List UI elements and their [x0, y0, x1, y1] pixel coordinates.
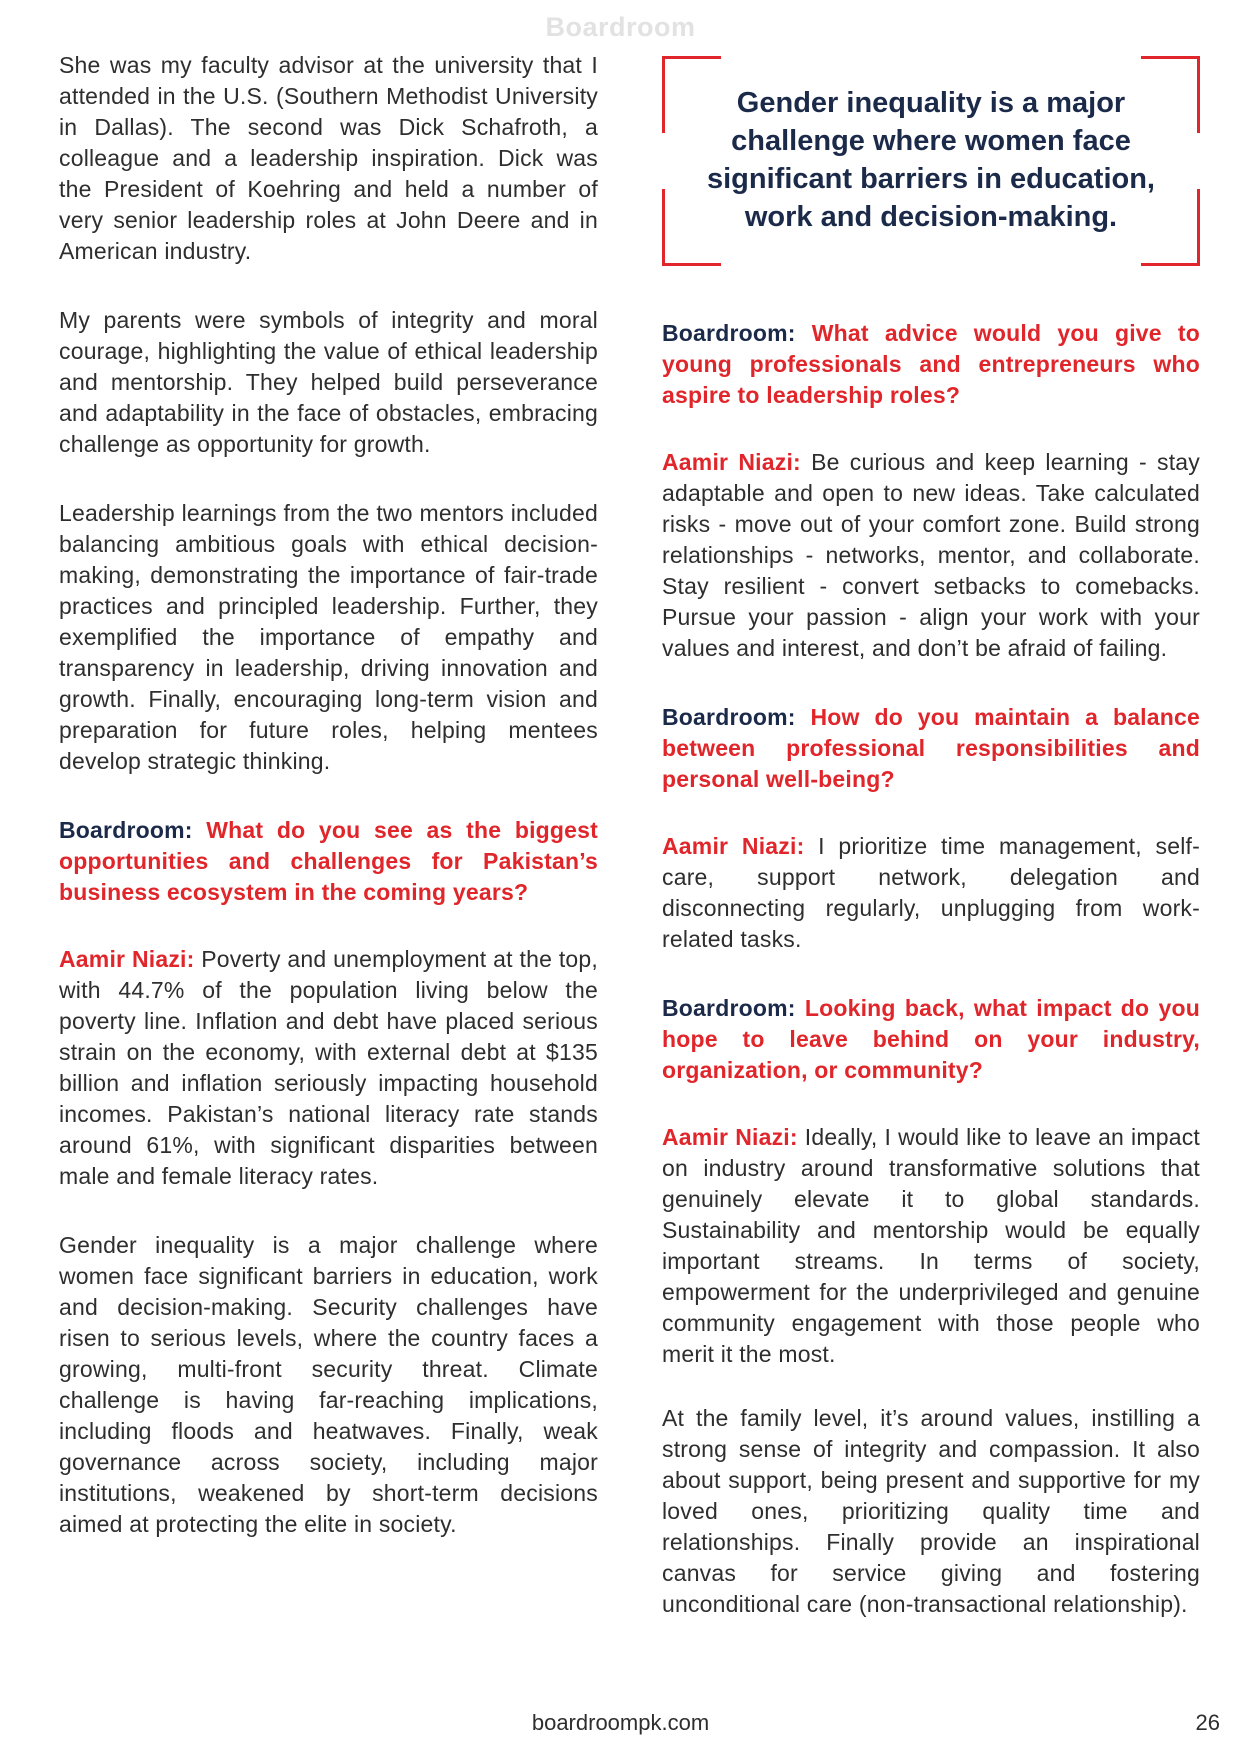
interviewer-label: Boardroom: — [662, 704, 796, 730]
interview-answer — [662, 1122, 1200, 1370]
interviewer-label: Boardroom: — [662, 320, 796, 346]
question-text: What do you see as the biggest opportunities and challenges for Pakistan’s business ecosystem in the coming years? — [59, 817, 598, 905]
pull-quote-text: Gender inequality is a major challenge where women face significant barriers in education, work and decision-making. — [707, 87, 1155, 233]
paragraph: She was my faculty advisor at the university that I attended in the U.S. (Southern Methodist University in Dallas). The second was Dick Schafroth, a colleague and a leadership inspiration. Dick was the President of Koehring and held a number of very senior leadership roles at John Deere and in American industry. — [59, 52, 598, 264]
answer-text: I prioritize time management, self-care, support network, delegation and disconnecting regularly, unplugging from work-related tasks. — [662, 833, 1200, 952]
interview-answer — [662, 447, 1200, 664]
pull-quote — [662, 56, 1200, 266]
interview-question — [662, 318, 1200, 411]
article-columns — [59, 50, 1200, 1658]
question-text: What advice would you give to young professionals and entrepreneurs who aspire to leadership roles? — [662, 320, 1200, 408]
pull-quote-bracket-top-left-icon — [662, 56, 721, 133]
right-column — [662, 50, 1200, 1658]
paragraph: At the family level, it’s around values, instilling a strong sense of integrity and compassion. It also about support, being present and supportive for my loved ones, prioritizing quality time and relationships. Finally provide an inspirational canvas for service giving and fostering unconditional care (non-transactional relationship). — [662, 1405, 1200, 1617]
question-text: How do you maintain a balance between professional responsibilities and personal well-being? — [662, 704, 1200, 792]
pull-quote-bracket-bottom-left-icon — [662, 189, 721, 266]
interviewer-label: Boardroom: — [59, 817, 193, 843]
question-text: Looking back, what impact do you hope to leave behind on your industry, organization, or community? — [662, 995, 1200, 1083]
interview-question — [662, 702, 1200, 795]
answer-text: Ideally, I would like to leave an impact on industry around transformative solutions that genuinely elevate it to global standards. Sustainability and mentorship would be equally important streams. In terms of society, empowerment for the underprivileged and genuine community engagement with those people who merit it the most. — [662, 1124, 1200, 1367]
interviewee-label: Aamir Niazi: — [662, 449, 801, 475]
interviewer-label: Boardroom: — [662, 995, 796, 1021]
footer-website-link[interactable]: boardroompk.com — [531, 1710, 710, 1735]
interviewee-label: Aamir Niazi: — [662, 833, 805, 859]
paragraph: Gender inequality is a major challenge where women face significant barriers in education, work and decision-making. Security challenges have risen to serious levels, where the country faces a growing, multi-front security threat. Climate challenge is having far-reaching implications, including floods and heatwaves. Finally, weak governance across society, including major institutions, weakened by short-term decisions aimed at protecting the elite in society. — [59, 1232, 598, 1537]
left-column — [59, 50, 598, 1658]
interviewee-label: Aamir Niazi: — [662, 1124, 798, 1150]
paragraph: My parents were symbols of integrity and moral courage, highlighting the value of ethical leadership and mentorship. They helped build perseverance and adaptability in the face of obstacles, embracing challenge as opportunity for growth. — [59, 307, 598, 457]
interview-answer — [59, 944, 598, 1192]
interview-question — [59, 815, 598, 908]
pull-quote-bracket-bottom-right-icon — [1141, 189, 1200, 266]
paragraph: Leadership learnings from the two mentors included balancing ambitious goals with ethical decision-making, demonstrating the importance of fair-trade practices and principled leadership. Further, they exemplified the importance of empathy and transparency in leadership, driving innovation and growth. Finally, encouraging long-term vision and preparation for future roles, helping mentees develop strategic thinking. — [59, 500, 598, 774]
interview-answer — [662, 831, 1200, 955]
footer-page-number: 26 — [1195, 1710, 1220, 1735]
answer-text: Poverty and unemployment at the top, with 44.7% of the population living below the poverty line. Inflation and debt have placed serious strain on the economy, with external debt at $135 billion and inflation seriously impacting household incomes. Pakistan’s national literacy rate stands around 61%, with significant disparities between male and female literacy rates. — [59, 946, 598, 1189]
pull-quote-bracket-top-right-icon — [1141, 56, 1200, 133]
interview-question — [662, 993, 1200, 1086]
answer-text: Be curious and keep learning - stay adaptable and open to new ideas. Take calculated risks - move out of your comfort zone. Build strong relationships - networks, mentor, and collaborate. Stay resilient - convert setbacks to comebacks. Pursue your passion - align your work with your values and interest, and don’t be afraid of failing. — [662, 449, 1201, 661]
page-header-title: Boardroom — [545, 12, 696, 42]
interviewee-label: Aamir Niazi: — [59, 946, 195, 972]
